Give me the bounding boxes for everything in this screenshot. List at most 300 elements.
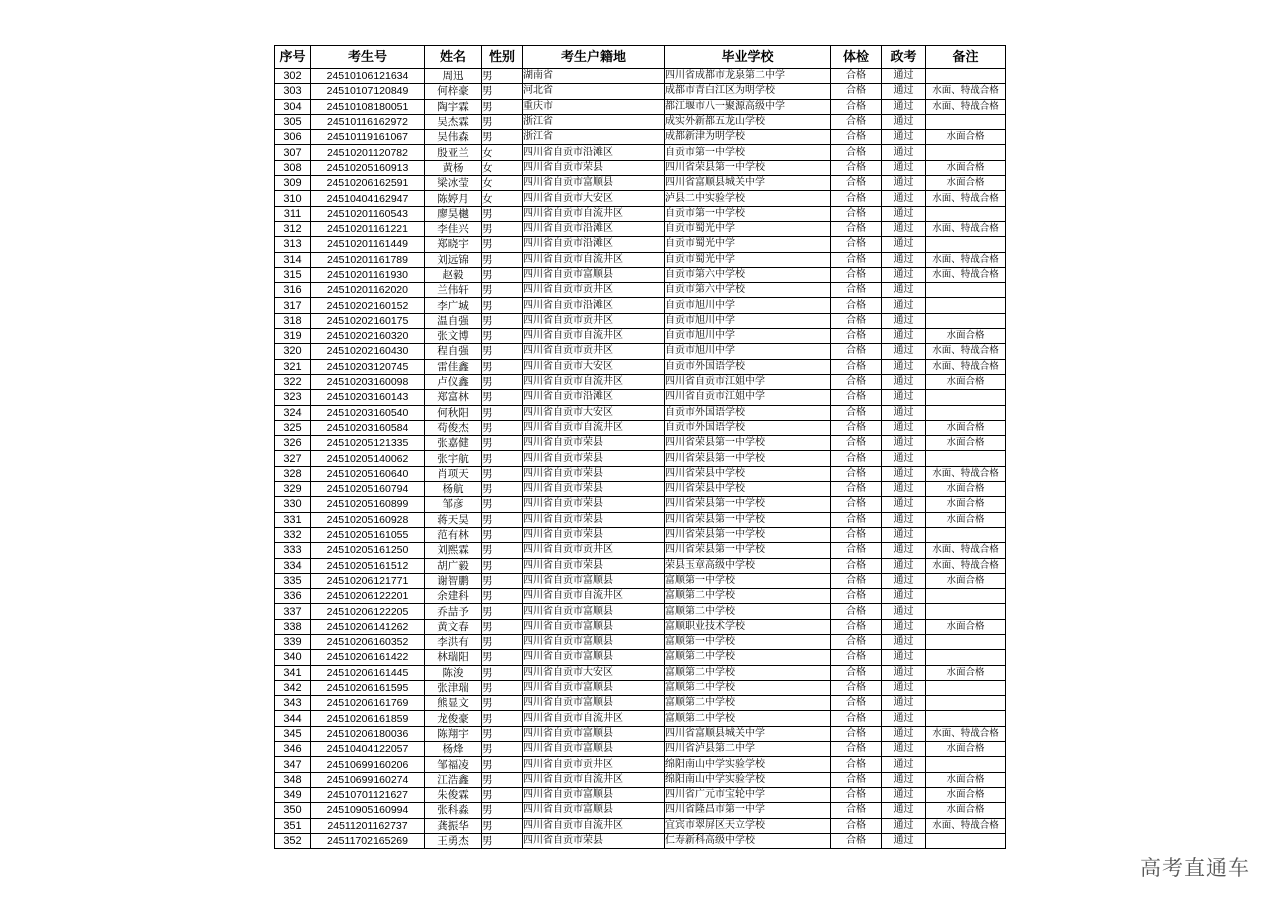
cell-name: 龚振华: [425, 818, 482, 833]
cell-political-check: 通过: [882, 420, 926, 435]
cell-remarks: 水面合格: [926, 374, 1006, 389]
table-row: [275, 99, 1006, 114]
table-row: [275, 726, 1006, 741]
cell-political-check: 通过: [882, 267, 926, 282]
cell-name: 程自强: [425, 344, 482, 359]
cell-remarks: 水面合格: [926, 512, 1006, 527]
cell-gender: 男: [482, 833, 523, 848]
cell-remarks: 水面合格: [926, 803, 1006, 818]
cell-school: 四川省荣县第一中学校: [665, 497, 831, 512]
cell-remarks: [926, 680, 1006, 695]
table-row: [275, 833, 1006, 848]
cell-gender: 男: [482, 298, 523, 313]
cell-political-check: 通过: [882, 619, 926, 634]
cell-school: 自贡市蜀光中学: [665, 237, 831, 252]
table-row: [275, 650, 1006, 665]
cell-political-check: 通过: [882, 772, 926, 787]
cell-hukou: 四川省自贡市富顺县: [523, 619, 665, 634]
cell-name: 兰伟轩: [425, 283, 482, 298]
cell-school: 四川省成都市龙泉第二中学: [665, 69, 831, 84]
cell-school: 四川省自贡市江姐中学: [665, 374, 831, 389]
cell-name: 张津瑞: [425, 680, 482, 695]
cell-candidate-id: 24510404122057: [311, 742, 425, 757]
cell-remarks: 水面合格: [926, 420, 1006, 435]
cell-gender: 男: [482, 221, 523, 236]
cell-seq: 337: [275, 604, 311, 619]
cell-physical-exam: 合格: [831, 482, 882, 497]
table-row: [275, 313, 1006, 328]
cell-gender: 女: [482, 160, 523, 175]
cell-gender: 男: [482, 742, 523, 757]
cell-seq: 317: [275, 298, 311, 313]
cell-hukou: 四川省自贡市荣县: [523, 512, 665, 527]
cell-political-check: 通过: [882, 604, 926, 619]
cell-hukou: 四川省自贡市贡井区: [523, 313, 665, 328]
cell-candidate-id: 24510203160098: [311, 374, 425, 389]
cell-candidate-id: 24510202160175: [311, 313, 425, 328]
cell-political-check: 通过: [882, 757, 926, 772]
cell-political-check: 通过: [882, 711, 926, 726]
cell-physical-exam: 合格: [831, 390, 882, 405]
cell-hukou: 四川省自贡市自流井区: [523, 329, 665, 344]
cell-physical-exam: 合格: [831, 451, 882, 466]
cell-remarks: [926, 237, 1006, 252]
cell-name: 陈翔宇: [425, 726, 482, 741]
cell-hukou: 四川省自贡市富顺县: [523, 267, 665, 282]
cell-political-check: 通过: [882, 374, 926, 389]
cell-seq: 330: [275, 497, 311, 512]
cell-remarks: [926, 405, 1006, 420]
cell-name: 殷亚兰: [425, 145, 482, 160]
header-candidate-id: 考生号: [311, 46, 425, 69]
cell-hukou: 四川省自贡市荣县: [523, 482, 665, 497]
table-row: [275, 665, 1006, 680]
cell-political-check: 通过: [882, 497, 926, 512]
cell-gender: 男: [482, 237, 523, 252]
cell-school: 四川省广元市宝轮中学: [665, 787, 831, 802]
cell-gender: 男: [482, 787, 523, 802]
cell-hukou: 四川省自贡市富顺县: [523, 680, 665, 695]
cell-remarks: [926, 604, 1006, 619]
cell-hukou: 四川省自贡市富顺县: [523, 604, 665, 619]
cell-school: 自贡市第六中学校: [665, 283, 831, 298]
cell-hukou: 四川省自贡市自流井区: [523, 206, 665, 221]
cell-seq: 309: [275, 176, 311, 191]
cell-hukou: 四川省自贡市自流井区: [523, 818, 665, 833]
cell-school: 自贡市旭川中学: [665, 298, 831, 313]
cell-school: 富顺第二中学校: [665, 604, 831, 619]
cell-seq: 318: [275, 313, 311, 328]
cell-school: 富顺第二中学校: [665, 665, 831, 680]
table-row: [275, 696, 1006, 711]
cell-remarks: 水面合格: [926, 130, 1006, 145]
cell-hukou: 四川省自贡市富顺县: [523, 176, 665, 191]
header-remarks: 备注: [926, 46, 1006, 69]
cell-candidate-id: 24510106121634: [311, 69, 425, 84]
cell-name: 郑晓宇: [425, 237, 482, 252]
cell-remarks: 水面合格: [926, 329, 1006, 344]
cell-candidate-id: 24510206161422: [311, 650, 425, 665]
cell-political-check: 通过: [882, 543, 926, 558]
cell-school: 富顺第二中学校: [665, 680, 831, 695]
cell-candidate-id: 24510201161449: [311, 237, 425, 252]
cell-physical-exam: 合格: [831, 818, 882, 833]
cell-school: 四川省荣县中学校: [665, 466, 831, 481]
cell-candidate-id: 24510905160994: [311, 803, 425, 818]
cell-name: 江浩鑫: [425, 772, 482, 787]
cell-seq: 340: [275, 650, 311, 665]
cell-remarks: [926, 390, 1006, 405]
cell-political-check: 通过: [882, 833, 926, 848]
cell-seq: 343: [275, 696, 311, 711]
cell-hukou: 四川省自贡市荣县: [523, 558, 665, 573]
cell-school: 自贡市外国语学校: [665, 405, 831, 420]
cell-hukou: 四川省自贡市沿滩区: [523, 221, 665, 236]
cell-candidate-id: 24510205161512: [311, 558, 425, 573]
cell-school: 成实外新都五龙山学校: [665, 114, 831, 129]
cell-school: 四川省富顺县城关中学: [665, 726, 831, 741]
table-row: [275, 130, 1006, 145]
cell-candidate-id: 24510205121335: [311, 436, 425, 451]
cell-name: 朱俊霖: [425, 787, 482, 802]
cell-physical-exam: 合格: [831, 313, 882, 328]
cell-political-check: 通过: [882, 558, 926, 573]
cell-political-check: 通过: [882, 696, 926, 711]
cell-remarks: [926, 283, 1006, 298]
cell-name: 余建科: [425, 589, 482, 604]
table-row: [275, 206, 1006, 221]
table-row: [275, 619, 1006, 634]
table-row: [275, 374, 1006, 389]
cell-remarks: 水面、特战合格: [926, 359, 1006, 374]
cell-remarks: 水面、特战合格: [926, 344, 1006, 359]
cell-seq: 321: [275, 359, 311, 374]
table-body: [275, 69, 1006, 849]
cell-name: 黄杨: [425, 160, 482, 175]
cell-political-check: 通过: [882, 145, 926, 160]
cell-hukou: 四川省自贡市荣县: [523, 436, 665, 451]
table-row: [275, 69, 1006, 84]
cell-remarks: 水面合格: [926, 772, 1006, 787]
cell-seq: 311: [275, 206, 311, 221]
cell-political-check: 通过: [882, 680, 926, 695]
cell-gender: 男: [482, 466, 523, 481]
cell-remarks: 水面、特战合格: [926, 466, 1006, 481]
cell-hukou: 四川省自贡市荣县: [523, 466, 665, 481]
header-political-check: 政考: [882, 46, 926, 69]
cell-hukou: 四川省自贡市荣县: [523, 451, 665, 466]
cell-candidate-id: 24510203120745: [311, 359, 425, 374]
table-row: [275, 252, 1006, 267]
cell-remarks: 水面、特战合格: [926, 84, 1006, 99]
cell-name: 何秋阳: [425, 405, 482, 420]
header-seq: 序号: [275, 46, 311, 69]
table-row: [275, 237, 1006, 252]
table-row: [275, 405, 1006, 420]
cell-seq: 304: [275, 99, 311, 114]
cell-school: 四川省荣县第一中学校: [665, 527, 831, 542]
cell-candidate-id: 24510205161250: [311, 543, 425, 558]
cell-political-check: 通过: [882, 650, 926, 665]
cell-candidate-id: 24510107120849: [311, 84, 425, 99]
cell-physical-exam: 合格: [831, 619, 882, 634]
table-header-row: [275, 46, 1006, 69]
cell-school: 四川省荣县第一中学校: [665, 543, 831, 558]
cell-physical-exam: 合格: [831, 405, 882, 420]
cell-remarks: [926, 696, 1006, 711]
cell-gender: 男: [482, 696, 523, 711]
table-row: [275, 803, 1006, 818]
cell-physical-exam: 合格: [831, 99, 882, 114]
cell-name: 刘远锦: [425, 252, 482, 267]
cell-name: 张科淼: [425, 803, 482, 818]
cell-school: 宜宾市翠屏区天立学校: [665, 818, 831, 833]
cell-remarks: 水面、特战合格: [926, 267, 1006, 282]
cell-candidate-id: 24510205160913: [311, 160, 425, 175]
cell-physical-exam: 合格: [831, 160, 882, 175]
cell-remarks: [926, 298, 1006, 313]
cell-gender: 男: [482, 818, 523, 833]
cell-gender: 男: [482, 634, 523, 649]
table-row: [275, 497, 1006, 512]
cell-seq: 328: [275, 466, 311, 481]
table-row: [275, 176, 1006, 191]
table-row: [275, 145, 1006, 160]
cell-physical-exam: 合格: [831, 267, 882, 282]
cell-physical-exam: 合格: [831, 772, 882, 787]
cell-political-check: 通过: [882, 573, 926, 588]
header-gender: 性别: [482, 46, 523, 69]
cell-gender: 男: [482, 69, 523, 84]
cell-remarks: [926, 313, 1006, 328]
table-row: [275, 558, 1006, 573]
cell-physical-exam: 合格: [831, 359, 882, 374]
cell-seq: 315: [275, 267, 311, 282]
cell-school: 富顺第二中学校: [665, 696, 831, 711]
cell-school: 四川省荣县中学校: [665, 482, 831, 497]
header-physical-exam: 体检: [831, 46, 882, 69]
cell-political-check: 通过: [882, 634, 926, 649]
cell-gender: 男: [482, 573, 523, 588]
cell-physical-exam: 合格: [831, 604, 882, 619]
watermark-text: 高考直通车: [1140, 856, 1250, 880]
cell-political-check: 通过: [882, 482, 926, 497]
cell-physical-exam: 合格: [831, 329, 882, 344]
table-row: [275, 420, 1006, 435]
cell-remarks: [926, 650, 1006, 665]
cell-seq: 326: [275, 436, 311, 451]
cell-physical-exam: 合格: [831, 650, 882, 665]
cell-school: 自贡市旭川中学: [665, 329, 831, 344]
cell-seq: 336: [275, 589, 311, 604]
cell-physical-exam: 合格: [831, 283, 882, 298]
cell-physical-exam: 合格: [831, 206, 882, 221]
cell-remarks: [926, 757, 1006, 772]
cell-candidate-id: 24510701121627: [311, 787, 425, 802]
cell-candidate-id: 24510201161789: [311, 252, 425, 267]
cell-physical-exam: 合格: [831, 130, 882, 145]
table-row: [275, 466, 1006, 481]
cell-hukou: 四川省自贡市沿滩区: [523, 237, 665, 252]
cell-gender: 男: [482, 329, 523, 344]
cell-physical-exam: 合格: [831, 573, 882, 588]
cell-hukou: 四川省自贡市自流井区: [523, 374, 665, 389]
cell-political-check: 通过: [882, 298, 926, 313]
cell-name: 张文博: [425, 329, 482, 344]
cell-political-check: 通过: [882, 466, 926, 481]
cell-seq: 335: [275, 573, 311, 588]
cell-candidate-id: 24510119161067: [311, 130, 425, 145]
table-row: [275, 114, 1006, 129]
cell-candidate-id: 24510206121771: [311, 573, 425, 588]
cell-school: 富顺第二中学校: [665, 589, 831, 604]
cell-physical-exam: 合格: [831, 84, 882, 99]
cell-name: 王勇杰: [425, 833, 482, 848]
cell-school: 四川省泸县第二中学: [665, 742, 831, 757]
cell-seq: 307: [275, 145, 311, 160]
cell-seq: 319: [275, 329, 311, 344]
cell-name: 谢智鹏: [425, 573, 482, 588]
cell-seq: 310: [275, 191, 311, 206]
cell-name: 邹彦: [425, 497, 482, 512]
cell-physical-exam: 合格: [831, 512, 882, 527]
table-row: [275, 787, 1006, 802]
cell-gender: 男: [482, 206, 523, 221]
cell-name: 范有林: [425, 527, 482, 542]
cell-name: 苟俊杰: [425, 420, 482, 435]
cell-political-check: 通过: [882, 726, 926, 741]
cell-political-check: 通过: [882, 451, 926, 466]
cell-physical-exam: 合格: [831, 252, 882, 267]
cell-political-check: 通过: [882, 390, 926, 405]
cell-remarks: 水面合格: [926, 619, 1006, 634]
cell-gender: 女: [482, 191, 523, 206]
cell-candidate-id: 24510206122205: [311, 604, 425, 619]
cell-candidate-id: 24510202160320: [311, 329, 425, 344]
cell-seq: 341: [275, 665, 311, 680]
cell-political-check: 通过: [882, 237, 926, 252]
cell-name: 胡广毅: [425, 558, 482, 573]
cell-school: 四川省荣县第一中学校: [665, 436, 831, 451]
table-row: [275, 573, 1006, 588]
cell-gender: 男: [482, 757, 523, 772]
cell-name: 林瑞阳: [425, 650, 482, 665]
cell-school: 自贡市旭川中学: [665, 344, 831, 359]
cell-hukou: 四川省自贡市荣县: [523, 833, 665, 848]
cell-seq: 344: [275, 711, 311, 726]
cell-seq: 333: [275, 543, 311, 558]
cell-gender: 男: [482, 711, 523, 726]
table-row: [275, 390, 1006, 405]
cell-physical-exam: 合格: [831, 726, 882, 741]
cell-remarks: 水面合格: [926, 436, 1006, 451]
table-row: [275, 680, 1006, 695]
cell-gender: 男: [482, 512, 523, 527]
cell-name: 刘熙霖: [425, 543, 482, 558]
cell-school: 四川省荣县第一中学校: [665, 512, 831, 527]
cell-political-check: 通过: [882, 160, 926, 175]
cell-candidate-id: 24510206180036: [311, 726, 425, 741]
cell-school: 成都市青白江区为明学校: [665, 84, 831, 99]
cell-hukou: 四川省自贡市大安区: [523, 359, 665, 374]
cell-physical-exam: 合格: [831, 374, 882, 389]
header-hukou: 考生户籍地: [523, 46, 665, 69]
cell-gender: 男: [482, 374, 523, 389]
cell-hukou: 四川省自贡市自流井区: [523, 711, 665, 726]
table-row: [275, 772, 1006, 787]
cell-political-check: 通过: [882, 329, 926, 344]
cell-candidate-id: 24510404162947: [311, 191, 425, 206]
cell-hukou: 四川省自贡市沿滩区: [523, 145, 665, 160]
cell-school: 绵阳南山中学实验学校: [665, 772, 831, 787]
cell-candidate-id: 24510206141262: [311, 619, 425, 634]
cell-candidate-id: 24510206161859: [311, 711, 425, 726]
cell-name: 雷佳鑫: [425, 359, 482, 374]
cell-political-check: 通过: [882, 191, 926, 206]
cell-hukou: 四川省自贡市自流井区: [523, 420, 665, 435]
cell-hukou: 四川省自贡市富顺县: [523, 650, 665, 665]
cell-candidate-id: 24510201162020: [311, 283, 425, 298]
cell-name: 李洪有: [425, 634, 482, 649]
cell-physical-exam: 合格: [831, 665, 882, 680]
cell-school: 自贡市第一中学校: [665, 145, 831, 160]
cell-physical-exam: 合格: [831, 298, 882, 313]
cell-gender: 男: [482, 680, 523, 695]
cell-name: 吴杰霖: [425, 114, 482, 129]
table-row: [275, 84, 1006, 99]
table-row: [275, 742, 1006, 757]
cell-political-check: 通过: [882, 818, 926, 833]
cell-hukou: 四川省自贡市贡井区: [523, 283, 665, 298]
cell-school: 富顺第一中学校: [665, 573, 831, 588]
cell-name: 陶宇霖: [425, 99, 482, 114]
cell-hukou: 四川省自贡市贡井区: [523, 543, 665, 558]
cell-hukou: 河北省: [523, 84, 665, 99]
cell-seq: 352: [275, 833, 311, 848]
cell-name: 郑富林: [425, 390, 482, 405]
cell-seq: 345: [275, 726, 311, 741]
cell-seq: 314: [275, 252, 311, 267]
cell-political-check: 通过: [882, 84, 926, 99]
cell-hukou: 四川省自贡市贡井区: [523, 344, 665, 359]
cell-hukou: 四川省自贡市荣县: [523, 497, 665, 512]
cell-gender: 女: [482, 145, 523, 160]
cell-remarks: [926, 589, 1006, 604]
cell-physical-exam: 合格: [831, 191, 882, 206]
cell-hukou: 四川省自贡市沿滩区: [523, 390, 665, 405]
cell-remarks: 水面合格: [926, 742, 1006, 757]
cell-seq: 351: [275, 818, 311, 833]
cell-school: 自贡市外国语学校: [665, 420, 831, 435]
cell-political-check: 通过: [882, 787, 926, 802]
cell-hukou: 四川省自贡市富顺县: [523, 726, 665, 741]
cell-name: 黄文春: [425, 619, 482, 634]
cell-gender: 男: [482, 497, 523, 512]
cell-name: 温自强: [425, 313, 482, 328]
cell-hukou: 四川省自贡市富顺县: [523, 787, 665, 802]
cell-gender: 男: [482, 130, 523, 145]
cell-political-check: 通过: [882, 742, 926, 757]
cell-remarks: 水面合格: [926, 497, 1006, 512]
cell-candidate-id: 24510108180051: [311, 99, 425, 114]
cell-political-check: 通过: [882, 252, 926, 267]
cell-school: 四川省自贡市江姐中学: [665, 390, 831, 405]
cell-seq: 339: [275, 634, 311, 649]
cell-name: 乔喆予: [425, 604, 482, 619]
cell-physical-exam: 合格: [831, 543, 882, 558]
cell-physical-exam: 合格: [831, 69, 882, 84]
cell-remarks: [926, 527, 1006, 542]
